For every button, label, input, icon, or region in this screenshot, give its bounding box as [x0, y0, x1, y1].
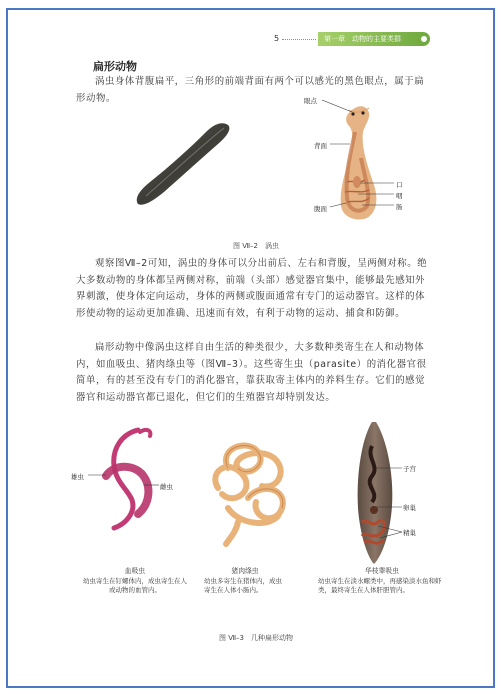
- liver-fluke-desc: 幼虫寄生在淡水螺类中，再感染淡水鱼和虾类，最终寄生在人体肝胆管内。: [318, 576, 442, 594]
- label-ovary: 卵巢: [403, 504, 416, 512]
- leader-male: [88, 475, 108, 481]
- leader-fluke-organs: [370, 466, 410, 546]
- liver-fluke-name: 华枝睾吸虫: [365, 567, 399, 575]
- tapeworm-name: 猪肉绦虫: [231, 567, 259, 575]
- chapter-dot-icon: [421, 36, 427, 42]
- label-testis: 精巢: [403, 529, 416, 537]
- caption-liver-fluke: [318, 567, 446, 596]
- label-eyespot: 眼点: [304, 97, 317, 105]
- chapter-label: [318, 32, 430, 46]
- planarian-photo: [130, 118, 240, 208]
- paragraph-parasites: 扁形动物中像涡虫这样自由生活的种类很少，大多数种类寄生在人和动物体内，如血吸虫、猪肉绦虫等（图Ⅶ–3）。这些寄生虫（parasite）的消化器官很简单，有的甚至没有专门的消化器官，靠获取寄主体内的养料生存。它们的感觉器官和运动器官都已退化，但它们的生殖器官却特别发达。: [76, 342, 427, 403]
- running-header: [270, 32, 430, 46]
- label-female-worm: 雌虫: [160, 483, 173, 491]
- paragraph-planarian-intro: 涡虫身体背腹扁平，三角形的前端背面有两个可以感光的黑色眼点，属于扁形动物。: [76, 76, 425, 104]
- label-ventral: 腹面: [314, 205, 327, 213]
- leader-dorsal: [330, 144, 350, 150]
- label-pharynx: 咽: [396, 192, 403, 200]
- label-gut: 肠: [396, 203, 403, 211]
- page-number: 5: [274, 34, 280, 43]
- tapeworm-photo: [198, 428, 308, 548]
- label-uterus: 子宫: [403, 465, 416, 473]
- schistosome-desc: 幼虫寄生在钉螺体内，成虫寄生在人或动物的血管内。: [83, 576, 187, 594]
- section-title: 扁形动物: [93, 60, 137, 73]
- header-leader-dots: [282, 39, 316, 40]
- tapeworm-desc: 幼虫多寄生在猪体内，成虫寄生在人体小肠内。: [204, 576, 282, 594]
- figure-2-caption: 图 Ⅶ–2 涡虫: [233, 242, 280, 250]
- schistosome-name: 血吸虫: [124, 567, 146, 575]
- label-dorsal: 背面: [314, 142, 327, 150]
- chapter-title: 第一章 动物的主要类群: [324, 35, 401, 43]
- figure-3-caption: 图 Ⅶ–3 几种扁形动物: [219, 634, 294, 642]
- leader-eyespot: [322, 98, 342, 104]
- label-male-worm: 雄虫: [71, 473, 84, 481]
- leader-organs: [350, 183, 400, 213]
- leader-female: [144, 485, 164, 491]
- leader-ventral: [330, 207, 350, 213]
- caption-schistosome: [80, 567, 190, 596]
- label-mouth: 口: [396, 181, 403, 189]
- caption-tapeworm: [204, 567, 286, 596]
- paragraph-bilateral-symmetry: 观察图Ⅶ–2可知，涡虫的身体可以分出前后、左右和背腹，呈两侧对称。绝大多数动物的身体都呈两侧对称，前端（头部）感觉器官集中，能够最先感知外界刺激，使身体定向运动，身体的两侧或腹面通常有专门的运动器官。这样的体形使动物的运动更加准确、迅速而有效，有利于动物的运动、捕食和防御。: [76, 258, 428, 319]
